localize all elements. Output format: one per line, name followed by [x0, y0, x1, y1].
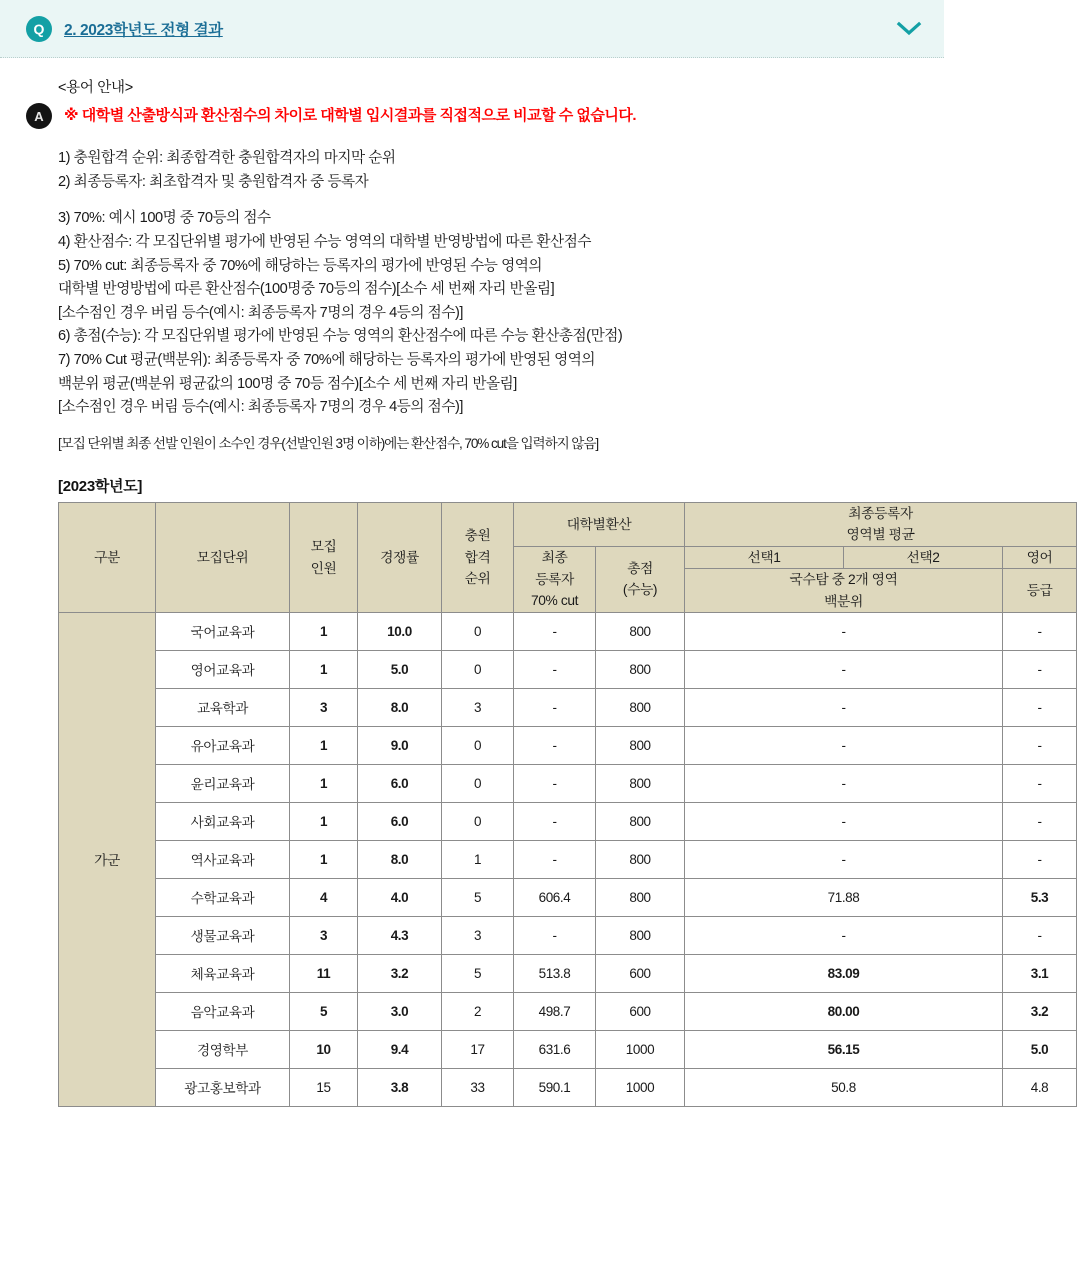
cell-english-grade: 3.2 [1003, 992, 1077, 1030]
cell-unit: 수학교육과 [156, 878, 290, 916]
cell-quota: 1 [290, 726, 358, 764]
cell-total: 800 [596, 878, 685, 916]
table-row [59, 764, 1077, 802]
cell-english-grade: 3.1 [1003, 954, 1077, 992]
cell-rank: 1 [442, 840, 514, 878]
cell-rate: 10.0 [358, 612, 442, 650]
col-header-rank [442, 503, 514, 613]
cell-total: 800 [596, 802, 685, 840]
accordion-header[interactable] [0, 0, 944, 58]
cell-select-percentile: 71.88 [685, 878, 1003, 916]
cell-select-percentile: - [685, 840, 1003, 878]
cell-rank: 2 [442, 992, 514, 1030]
cell-select-percentile: - [685, 650, 1003, 688]
cell-total: 1000 [596, 1030, 685, 1068]
cell-rate: 8.0 [358, 688, 442, 726]
cell-rate: 4.0 [358, 878, 442, 916]
cell-select-percentile: 80.00 [685, 992, 1003, 1030]
cell-unit: 체육교육과 [156, 954, 290, 992]
cell-unit: 광고홍보학과 [156, 1068, 290, 1106]
cell-rank: 5 [442, 954, 514, 992]
cell-total: 800 [596, 612, 685, 650]
note-item: 백분위 평균(백분위 평균값의 100명 중 70등 점수)[소수 세 번째 자리 반올림] [58, 375, 517, 392]
cell-unit: 음악교육과 [156, 992, 290, 1030]
cell-unit: 윤리교육과 [156, 764, 290, 802]
col-header-select1: 선택1 [685, 546, 844, 568]
cell-english-grade: - [1003, 840, 1077, 878]
cell-rank: 0 [442, 612, 514, 650]
cell-unit: 국어교육과 [156, 612, 290, 650]
table-row [59, 878, 1077, 916]
cell-cut: - [514, 612, 596, 650]
cell-rank: 5 [442, 878, 514, 916]
cell-select-percentile: - [685, 764, 1003, 802]
col-header-select-sub-line2: 백분위 [824, 593, 863, 609]
note-item: 대학별 반영방법에 따른 환산점수(100명중 70등의 점수)[소수 세 번째 자리 반올림] [58, 281, 555, 298]
cell-rate: 4.3 [358, 916, 442, 954]
col-header-cut-line3: 70% cut [530, 593, 579, 609]
col-header-cut [514, 546, 596, 612]
cell-select-percentile: 50.8 [685, 1068, 1003, 1106]
answer-row [20, 103, 924, 129]
cell-cut: - [514, 916, 596, 954]
cell-quota: 1 [290, 612, 358, 650]
cell-total: 800 [596, 916, 685, 954]
table-row [59, 650, 1077, 688]
col-header-final-line2: 영역별 평균 [846, 527, 915, 543]
cell-quota: 5 [290, 992, 358, 1030]
cell-unit: 교육학과 [156, 688, 290, 726]
cell-rank: 0 [442, 764, 514, 802]
cell-rate: 6.0 [358, 764, 442, 802]
cell-total: 800 [596, 650, 685, 688]
note-item: [소수점인 경우 버림 등수(예시: 최종등록자 7명의 경우 4등의 점수)] [58, 399, 463, 416]
cell-rate: 9.0 [358, 726, 442, 764]
cell-total: 800 [596, 840, 685, 878]
col-header-unit: 모집단위 [156, 503, 290, 613]
page-title[interactable]: 2. 2023학년도 전형 결과 [64, 21, 223, 39]
notes-spacer [58, 420, 924, 433]
cell-cut: - [514, 802, 596, 840]
col-header-cut-line2: 등록자 [535, 571, 574, 587]
col-header-group: 구분 [59, 503, 156, 613]
table-row [59, 840, 1077, 878]
cell-select-percentile: 83.09 [685, 954, 1003, 992]
admission-results-table [58, 502, 1077, 1107]
note-item: 5) 70% cut: 최종등록자 중 70%에 해당하는 등록자의 평가에 반영된 수능 영역의 [58, 257, 543, 274]
cell-quota: 1 [290, 840, 358, 878]
col-header-final-line1: 최종등록자 [848, 506, 913, 522]
cell-unit: 사회교육과 [156, 802, 290, 840]
cell-select-percentile: - [685, 802, 1003, 840]
cell-total: 1000 [596, 1068, 685, 1106]
cell-quota: 3 [290, 688, 358, 726]
cell-select-percentile: - [685, 916, 1003, 954]
cell-rank: 3 [442, 916, 514, 954]
cell-english-grade: - [1003, 764, 1077, 802]
cell-cut: - [514, 726, 596, 764]
cell-rate: 9.4 [358, 1030, 442, 1068]
table-row [59, 954, 1077, 992]
cell-total: 800 [596, 726, 685, 764]
col-header-conversion-group: 대학별환산 [514, 503, 685, 547]
note-item: 2) 최종등록자: 최초합격자 및 충원합격자 중 등록자 [58, 173, 369, 190]
col-header-quota [290, 503, 358, 613]
cell-english-grade: - [1003, 916, 1077, 954]
cell-cut: - [514, 764, 596, 802]
col-header-english-sub: 등급 [1003, 569, 1077, 613]
cell-select-percentile: 56.15 [685, 1030, 1003, 1068]
cell-cut: - [514, 840, 596, 878]
col-header-quota-line1: 모집 [310, 539, 337, 555]
cell-rank: 17 [442, 1030, 514, 1068]
note-item: 1) 충원합격 순위: 최종합격한 충원합격자의 마지막 순위 [58, 150, 396, 166]
cell-english-grade: 5.0 [1003, 1030, 1077, 1068]
table-row [59, 802, 1077, 840]
note-item: 7) 70% Cut 평균(백분위): 최종등록자 중 70%에 해당하는 등록자의 평가에 반영된 영역의 [58, 352, 596, 369]
col-header-rank-line1: 충원 [464, 528, 491, 544]
answer-badge: A [26, 103, 52, 129]
table-head [59, 503, 1077, 613]
col-header-total-line1: 총점 [627, 561, 653, 576]
cell-rank: 0 [442, 802, 514, 840]
cell-quota: 15 [290, 1068, 358, 1106]
cell-select-percentile: - [685, 688, 1003, 726]
col-header-total [596, 546, 685, 612]
cell-rank: 33 [442, 1068, 514, 1106]
table-header-row-1 [59, 503, 1077, 547]
note-item: 3) 70%: 예시 100명 중 70등의 점수 [58, 210, 271, 227]
table-row [59, 992, 1077, 1030]
note-item: 6) 총점(수능): 각 모집단위별 평가에 반영된 수능 영역의 환산점수에 따른 수능 환산총점(만점) [58, 328, 623, 345]
table-row [59, 726, 1077, 764]
cell-quota: 1 [290, 802, 358, 840]
col-header-english: 영어 [1003, 546, 1077, 568]
chevron-down-icon[interactable] [896, 21, 922, 37]
cell-total: 600 [596, 992, 685, 1030]
note-item: [소수점인 경우 버림 등수(예시: 최종등록자 7명의 경우 4등의 점수)] [58, 304, 463, 321]
col-header-cut-line1: 최종 [541, 550, 568, 566]
row-group-label: 가군 [59, 612, 156, 1106]
cell-cut: 513.8 [514, 954, 596, 992]
col-header-quota-line2: 인원 [310, 560, 337, 576]
cell-unit: 경영학부 [156, 1030, 290, 1068]
cell-cut: - [514, 688, 596, 726]
cell-rate: 3.8 [358, 1068, 442, 1106]
table-row [59, 1030, 1077, 1068]
cell-english-grade: 4.8 [1003, 1068, 1077, 1106]
question-badge: Q [26, 16, 52, 42]
cell-unit: 영어교육과 [156, 650, 290, 688]
cell-rate: 3.0 [358, 992, 442, 1030]
table-year-label: [2023학년도] [58, 478, 143, 496]
col-header-select2: 선택2 [844, 546, 1003, 568]
table-row [59, 612, 1077, 650]
table-row [59, 688, 1077, 726]
cell-rate: 5.0 [358, 650, 442, 688]
col-header-rate: 경쟁률 [358, 503, 442, 613]
cell-english-grade: - [1003, 802, 1077, 840]
col-header-select-sub-line1: 국수탐 중 2개 영역 [789, 572, 898, 588]
cell-rate: 8.0 [358, 840, 442, 878]
cell-english-grade: - [1003, 688, 1077, 726]
col-header-rank-line2: 합격 [464, 549, 491, 565]
cell-quota: 10 [290, 1030, 358, 1068]
notes-list [58, 147, 924, 455]
cell-english-grade: - [1003, 650, 1077, 688]
cell-english-grade: - [1003, 612, 1077, 650]
cell-quota: 1 [290, 650, 358, 688]
cell-unit: 유아교육과 [156, 726, 290, 764]
cell-cut: 606.4 [514, 878, 596, 916]
cell-total: 600 [596, 954, 685, 992]
notes-spacer [58, 194, 924, 207]
cell-unit: 생물교육과 [156, 916, 290, 954]
table-row [59, 1068, 1077, 1106]
cell-rate: 6.0 [358, 802, 442, 840]
cell-english-grade: - [1003, 726, 1077, 764]
cell-english-grade: 5.3 [1003, 878, 1077, 916]
note-item: 4) 환산점수: 각 모집단위별 평가에 반영된 수능 영역의 대학별 반영방법에 따른 환산점수 [58, 233, 591, 250]
cell-rank: 0 [442, 726, 514, 764]
cell-total: 800 [596, 688, 685, 726]
table-body [59, 612, 1077, 1106]
col-header-final-group [685, 503, 1077, 547]
warning-text: ※ 대학별 산출방식과 환산점수의 차이로 대학별 입시결과를 직접적으로 비교할 수 없습니다. [64, 107, 637, 124]
cell-rank: 0 [442, 650, 514, 688]
cell-quota: 4 [290, 878, 358, 916]
cell-total: 800 [596, 764, 685, 802]
cell-unit: 역사교육과 [156, 840, 290, 878]
cell-rank: 3 [442, 688, 514, 726]
cell-rate: 3.2 [358, 954, 442, 992]
cell-quota: 11 [290, 954, 358, 992]
cell-select-percentile: - [685, 612, 1003, 650]
cell-select-percentile: - [685, 726, 1003, 764]
col-header-total-line2: (수능) [622, 582, 658, 598]
cell-cut: 590.1 [514, 1068, 596, 1106]
table-row [59, 916, 1077, 954]
cell-cut: - [514, 650, 596, 688]
cell-quota: 3 [290, 916, 358, 954]
col-header-select-sub [685, 569, 1003, 613]
cell-cut: 631.6 [514, 1030, 596, 1068]
accordion-body [0, 58, 1053, 1270]
col-header-rank-line3: 순위 [464, 571, 491, 587]
cell-cut: 498.7 [514, 992, 596, 1030]
cell-quota: 1 [290, 764, 358, 802]
term-guide-title: <용어 안내> [58, 80, 133, 96]
footnote: [모집 단위별 최종 선발 인원이 소수인 경우(선발인원 3명 이하)에는 환산점수, 70% cut을 입력하지 않음] [58, 436, 599, 452]
